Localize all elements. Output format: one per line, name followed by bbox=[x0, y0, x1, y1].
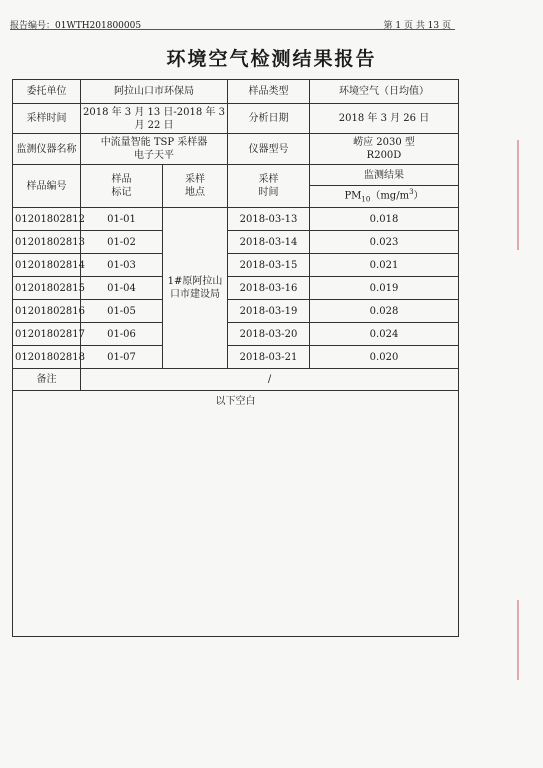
time-cell: 2018-03-20 bbox=[228, 323, 310, 346]
time-cell: 2018-03-16 bbox=[228, 277, 310, 300]
table-row bbox=[13, 300, 459, 323]
pm-subscript: 10 bbox=[361, 195, 371, 204]
value-cell: 0.019 bbox=[310, 277, 459, 300]
analysis-date-label: 分析日期 bbox=[228, 104, 310, 134]
results-table bbox=[12, 79, 459, 637]
header-divider bbox=[10, 29, 455, 30]
report-number: 报告编号：01WTH201800005 bbox=[10, 21, 142, 31]
col-header-site: 采样 地点 bbox=[163, 165, 228, 208]
sample-mark-cell: 01-02 bbox=[81, 231, 163, 254]
seal-edge-mark bbox=[517, 600, 519, 680]
client-row bbox=[13, 80, 459, 104]
blank-below-text: 以下空白 bbox=[13, 391, 459, 637]
column-header-row bbox=[13, 165, 459, 186]
pm-unit-open: （mg/m bbox=[370, 190, 410, 202]
note-row bbox=[13, 369, 459, 391]
col-header-result: 监测结果 bbox=[310, 165, 459, 186]
sample-no-cell: 01201802816 bbox=[13, 300, 81, 323]
report-title: 环境空气检测结果报告 bbox=[166, 48, 377, 70]
value-cell: 0.021 bbox=[310, 254, 459, 277]
sample-no-cell: 01201802814 bbox=[13, 254, 81, 277]
col-header-pm10 bbox=[310, 186, 459, 208]
value-cell: 0.020 bbox=[310, 346, 459, 369]
note-label: 备注 bbox=[13, 369, 81, 391]
client-label: 委托单位 bbox=[13, 80, 81, 104]
blank-row bbox=[13, 391, 459, 637]
sample-mark-cell: 01-06 bbox=[81, 323, 163, 346]
instrument-row bbox=[13, 134, 459, 165]
sample-no-cell: 01201802813 bbox=[13, 231, 81, 254]
sample-mark-cell: 01-07 bbox=[81, 346, 163, 369]
value-cell: 0.023 bbox=[310, 231, 459, 254]
site-cell: 1#原阿拉山口市建设局 bbox=[163, 208, 228, 369]
model-label: 仪器型号 bbox=[228, 134, 310, 165]
sample-type-label: 样品类型 bbox=[228, 80, 310, 104]
pm-unit-superscript: 3 bbox=[409, 188, 414, 197]
analysis-date-value: 2018 年 3 月 26 日 bbox=[310, 104, 459, 134]
sample-type-value: 环境空气（日均值） bbox=[310, 80, 459, 104]
col-header-time: 采样 时间 bbox=[228, 165, 310, 208]
sample-no-cell: 01201802818 bbox=[13, 346, 81, 369]
pm-label: PM bbox=[344, 190, 362, 202]
time-cell: 2018-03-19 bbox=[228, 300, 310, 323]
table-row bbox=[13, 277, 459, 300]
seal-edge-mark bbox=[517, 140, 519, 250]
col-header-sample-no: 样品编号 bbox=[13, 165, 81, 208]
table-row bbox=[13, 254, 459, 277]
value-cell: 0.024 bbox=[310, 323, 459, 346]
sample-mark-cell: 01-01 bbox=[81, 208, 163, 231]
time-cell: 2018-03-21 bbox=[228, 346, 310, 369]
time-cell: 2018-03-13 bbox=[228, 208, 310, 231]
note-value: / bbox=[81, 369, 459, 391]
table-row bbox=[13, 231, 459, 254]
pm-unit-close: ） bbox=[413, 190, 424, 202]
sample-no-cell: 01201802812 bbox=[13, 208, 81, 231]
value-cell: 0.018 bbox=[310, 208, 459, 231]
sample-mark-cell: 01-04 bbox=[81, 277, 163, 300]
sampling-time-row bbox=[13, 104, 459, 134]
value-cell: 0.028 bbox=[310, 300, 459, 323]
page-info: 第 1 页 共 13 页 bbox=[383, 21, 451, 31]
sample-mark-cell: 01-03 bbox=[81, 254, 163, 277]
sample-no-cell: 01201802817 bbox=[13, 323, 81, 346]
table-row bbox=[13, 346, 459, 369]
sample-mark-cell: 01-05 bbox=[81, 300, 163, 323]
sampling-time-label: 采样时间 bbox=[13, 104, 81, 134]
table-row bbox=[13, 208, 459, 231]
table-row bbox=[13, 323, 459, 346]
time-cell: 2018-03-15 bbox=[228, 254, 310, 277]
time-cell: 2018-03-14 bbox=[228, 231, 310, 254]
client-value: 阿拉山口市环保局 bbox=[81, 80, 228, 104]
model-value: 崂应 2030 型 R200D bbox=[310, 134, 459, 165]
sample-no-cell: 01201802815 bbox=[13, 277, 81, 300]
instrument-value: 中流量智能 TSP 采样器 电子天平 bbox=[81, 134, 228, 165]
instrument-label: 监测仪器名称 bbox=[13, 134, 81, 165]
sampling-time-value: 2018 年 3 月 13 日-2018 年 3 月 22 日 bbox=[81, 104, 228, 134]
col-header-sample-mark: 样品 标记 bbox=[81, 165, 163, 208]
